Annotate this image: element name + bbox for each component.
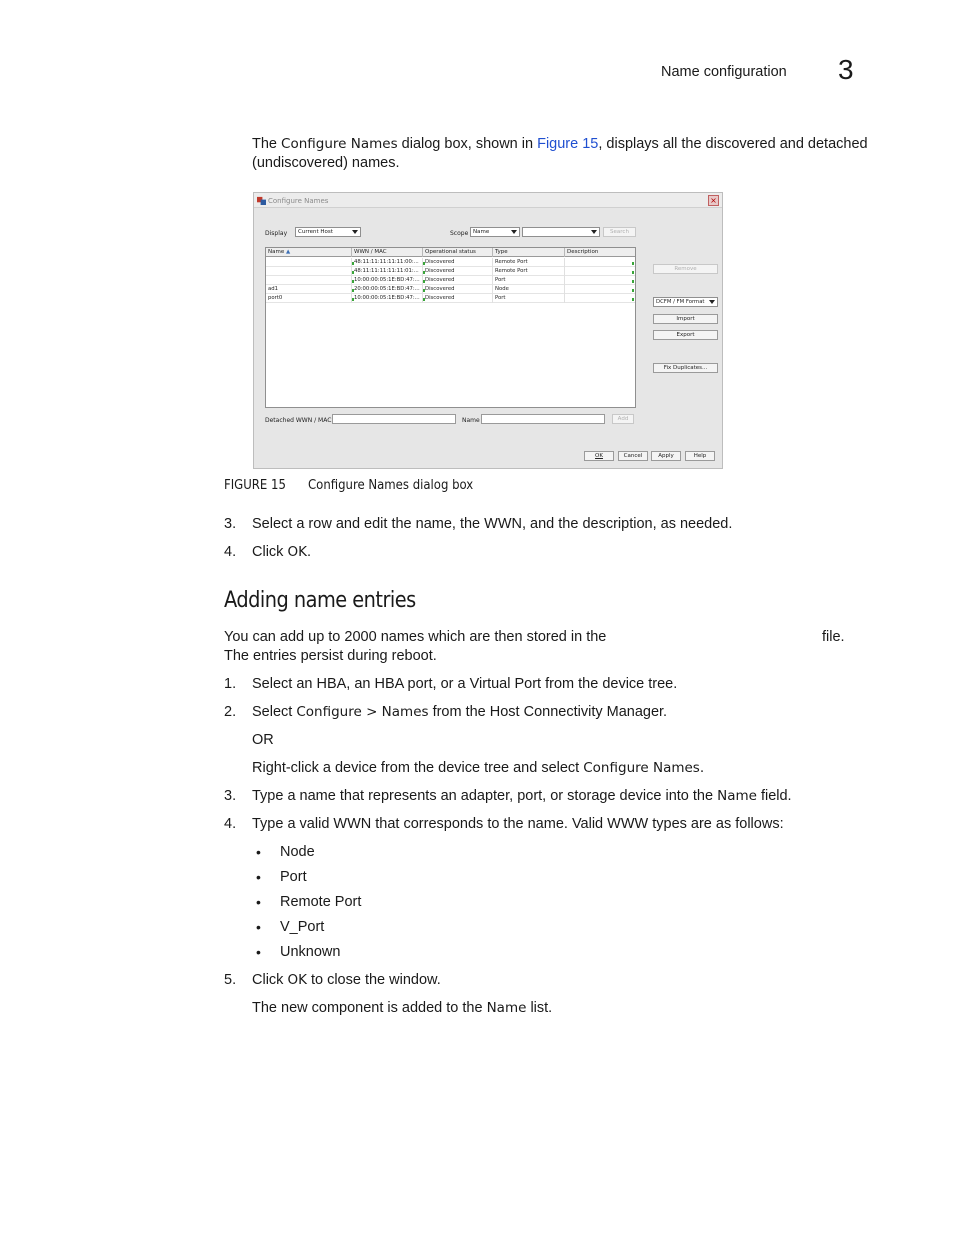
edit-marker-icon xyxy=(352,271,354,274)
display-select[interactable]: Current Host xyxy=(295,227,361,237)
dialog-titlebar xyxy=(254,193,722,208)
list-item: Port xyxy=(280,869,307,885)
step-number: 2. xyxy=(224,704,237,720)
step-text: Click OK to close the window. xyxy=(252,972,441,988)
column-header-status[interactable]: Operational status xyxy=(423,248,493,257)
close-icon[interactable]: × xyxy=(708,195,719,206)
remove-button[interactable]: Remove xyxy=(653,264,718,274)
names-table xyxy=(265,247,636,408)
step-number: 4. xyxy=(224,816,237,832)
configure-names-dialog-figure xyxy=(253,192,723,469)
step-text: Select a row and edit the name, the WWN, and the description, as needed. xyxy=(252,516,733,532)
figure-15-link[interactable]: Figure 15 xyxy=(537,136,599,152)
bullet-icon: • xyxy=(256,944,261,960)
import-button[interactable]: Import xyxy=(653,314,718,324)
chevron-down-icon xyxy=(709,300,715,304)
display-label: Display xyxy=(265,230,288,237)
edit-marker-icon xyxy=(423,271,425,274)
table-row[interactable]: port0 10:00:00:05:1E:BD:47:... Discovered Port xyxy=(266,294,635,303)
search-button[interactable]: Search xyxy=(603,227,636,237)
chevron-down-icon xyxy=(591,230,597,234)
scope-value-select[interactable] xyxy=(522,227,600,237)
step-number: 5. xyxy=(224,972,237,988)
table-row[interactable]: ad1 20:00:00:05:1E:BD:47:... Discovered Node xyxy=(266,285,635,294)
sort-ascending-icon: ▲ xyxy=(285,249,291,255)
help-button[interactable]: Help xyxy=(685,451,715,461)
edit-marker-icon xyxy=(423,280,425,283)
list-item: Remote Port xyxy=(280,894,362,910)
step-text: Type a name that represents an adapter, port, or storage device into the Name field. xyxy=(252,788,792,804)
section-para-file: file. xyxy=(822,629,845,645)
step-text: Type a valid WWN that corresponds to the name. Valid WWW types are as follows: xyxy=(252,816,784,832)
fix-duplicates-button[interactable]: Fix Duplicates... xyxy=(653,363,718,373)
chevron-down-icon xyxy=(352,230,358,234)
bullet-icon: • xyxy=(256,869,261,885)
column-header-type[interactable]: Type xyxy=(493,248,565,257)
scope-select[interactable]: Name xyxy=(470,227,520,237)
edit-marker-icon xyxy=(352,262,354,265)
or-text: OR xyxy=(252,732,274,748)
section-para-line-2: The entries persist during reboot. xyxy=(224,648,437,664)
edit-marker-icon xyxy=(632,289,634,292)
bullet-icon: • xyxy=(256,894,261,910)
list-item: Unknown xyxy=(280,944,341,960)
edit-marker-icon xyxy=(632,271,634,274)
format-select[interactable]: DCFM / FM Format xyxy=(653,297,718,307)
edit-marker-icon xyxy=(423,289,425,292)
section-para-line-1: You can add up to 2000 names which are then stored in the xyxy=(224,629,607,645)
table-header xyxy=(266,248,635,257)
dialog-title: Configure Names xyxy=(268,197,329,205)
edit-marker-icon xyxy=(632,262,634,265)
section-heading: Adding name entries xyxy=(224,588,416,613)
detached-wwn-label: Detached WWN / MAC xyxy=(265,417,332,424)
table-row[interactable]: 48:11:11:11:11:11:00:... Discovered Remote Port xyxy=(266,258,635,267)
running-title: Name configuration xyxy=(661,64,787,80)
configure-names-term: Configure Names xyxy=(281,136,398,152)
app-icon xyxy=(257,196,266,205)
step-text: Select an HBA, an HBA port, or a Virtual Port from the device tree. xyxy=(252,676,678,692)
step-number: 3. xyxy=(224,516,237,532)
intro-line-1: The Configure Names dialog box, shown in Figure 15, displays all the discovered and detached xyxy=(252,136,868,152)
step-number: 1. xyxy=(224,676,237,692)
edit-marker-icon xyxy=(632,280,634,283)
edit-marker-icon xyxy=(632,298,634,301)
figure-title: Configure Names dialog box xyxy=(308,478,474,493)
cancel-button[interactable]: Cancel xyxy=(618,451,648,461)
ok-button[interactable]: OK xyxy=(584,451,614,461)
detached-wwn-input[interactable] xyxy=(332,414,456,424)
add-button[interactable]: Add xyxy=(612,414,634,424)
apply-button[interactable]: Apply xyxy=(651,451,681,461)
edit-marker-icon xyxy=(423,298,425,301)
name-input[interactable] xyxy=(481,414,605,424)
list-item: Node xyxy=(280,844,315,860)
bullet-icon: • xyxy=(256,919,261,935)
column-header-description[interactable]: Description xyxy=(567,249,599,255)
column-header-name[interactable]: Name ▲ xyxy=(266,248,352,257)
result-text: The new component is added to the Name list. xyxy=(252,1000,553,1016)
step-text: Click OK. xyxy=(252,544,311,560)
step-text: Select Configure > Names from the Host Connectivity Manager. xyxy=(252,704,668,720)
step-number: 3. xyxy=(224,788,237,804)
edit-marker-icon xyxy=(423,262,425,265)
alt-step-text: Right-click a device from the device tree and select Configure Names. xyxy=(252,760,705,776)
figure-caption xyxy=(224,478,473,493)
edit-marker-icon xyxy=(352,289,354,292)
step-number: 4. xyxy=(224,544,237,560)
name-label: Name xyxy=(462,417,480,424)
chevron-down-icon xyxy=(511,230,517,234)
intro-line-2: (undiscovered) names. xyxy=(252,155,400,171)
chapter-number: 3 xyxy=(838,54,854,85)
figure-number: FIGURE 15 xyxy=(224,478,286,493)
export-button[interactable]: Export xyxy=(653,330,718,340)
table-row[interactable]: 10:00:00:05:1E:BD:47:... Discovered Port xyxy=(266,276,635,285)
edit-marker-icon xyxy=(352,298,354,301)
bullet-icon: • xyxy=(256,844,261,860)
scope-label: Scope xyxy=(450,230,469,237)
edit-marker-icon xyxy=(352,280,354,283)
column-header-wwn[interactable]: WWN / MAC xyxy=(352,248,423,257)
table-row[interactable]: 48:11:11:11:11:11:01:... Discovered Remote Port xyxy=(266,267,635,276)
list-item: V_Port xyxy=(280,919,325,935)
